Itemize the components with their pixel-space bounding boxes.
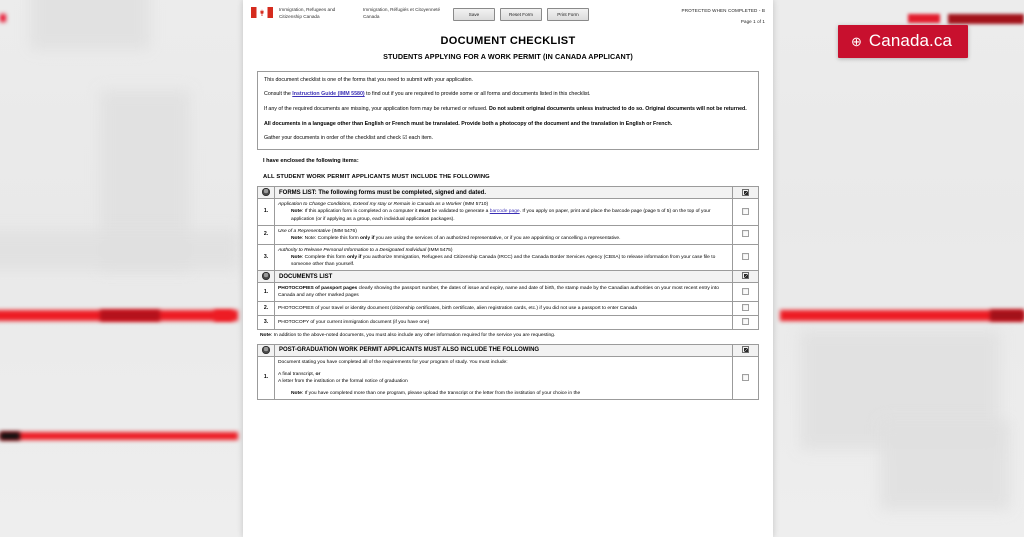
note-label: Note <box>291 254 302 260</box>
section-marker-icon <box>262 188 270 196</box>
note-b: you are using the services of an authorized representative, or if you are appointing or cancelling a representative. <box>374 235 621 241</box>
section-checkbox[interactable] <box>742 272 749 279</box>
note-bold: only if <box>347 254 362 260</box>
row-content <box>275 283 733 302</box>
protected-label: PROTECTED WHEN COMPLETED - B <box>681 8 765 13</box>
department-name-en: Immigration, Refugees and Citizenship Canada <box>279 7 336 19</box>
section-checkbox-cell[interactable] <box>733 344 759 356</box>
backdrop-red-bar <box>908 14 940 23</box>
row-content <box>275 244 733 270</box>
row-title-italic: Authority to Release Personal Information to a Designated Individual <box>278 247 427 253</box>
backdrop-red-bar <box>0 432 238 440</box>
row-note <box>278 235 729 242</box>
page-title: DOCUMENT CHECKLIST <box>440 35 576 47</box>
pgwp-table <box>257 344 759 400</box>
document-header <box>251 5 765 33</box>
intro-p4-bold: All documents in a language other than English or French must be translated. Provide both a photocopy of the document and the translation in English or French. <box>264 120 673 127</box>
note-c: . If you apply on paper, print and place the barcode page (page 5 of 5) on the top of your application (or if applying as a group, each individual application packages). <box>291 209 711 222</box>
backdrop-dark-bar <box>0 432 20 440</box>
footnote-label: Note <box>260 332 271 338</box>
table-row <box>258 315 759 329</box>
intro-p2-before: Consult the <box>264 91 293 98</box>
backdrop-red-bar <box>948 14 1024 24</box>
note-text: : If you have completed more than one program, please upload the transcript or the letter from the institution of your choice in the <box>301 390 581 396</box>
note-label: Note <box>291 209 302 215</box>
note-b: be validated to generate a <box>430 209 490 215</box>
canada-flag-icon <box>251 7 273 18</box>
section-header-post-graduation <box>258 344 759 356</box>
row-content <box>275 302 733 316</box>
forms-list-table <box>257 186 759 329</box>
intro-p3-bold: Do not submit original documents unless instructed to do so. Original documents will not be returned. <box>488 105 747 112</box>
page-indicator: Page 1 of 1 <box>740 19 765 25</box>
row-title-italic: Use of a Representative <box>278 228 331 234</box>
row-checkbox-cell[interactable] <box>733 315 759 329</box>
note-label: Note <box>291 235 302 241</box>
row-text: PHOTOCOPIES of your travel or identity document (citizenship certificates, birth certificate, alien registration cards, etc.) if you did not use a passport to enter Canada <box>278 306 637 312</box>
section-icon-cell <box>258 344 275 356</box>
intro-p3-plain: If any of the required documents are missing, your application form may be returned or refused. <box>264 105 489 112</box>
canada-ca-label: Canada.ca <box>868 31 953 50</box>
pgwp-line-2 <box>278 371 729 378</box>
backdrop-red-bar <box>100 310 160 321</box>
row-checkbox[interactable] <box>742 288 749 295</box>
row-checkbox-cell[interactable] <box>733 199 759 225</box>
page-subtitle: STUDENTS APPLYING FOR A WORK PERMIT (IN CANADA APPLICANT) <box>383 51 633 61</box>
pgwp-line-2-bold: or <box>315 371 321 377</box>
backdrop-red-bar <box>0 14 6 22</box>
row-number: 1. <box>258 283 275 302</box>
canada-ca-badge <box>838 25 968 58</box>
instruction-guide-link[interactable]: Instruction Guide (IMM 5580) <box>292 91 365 98</box>
row-note <box>278 208 729 222</box>
row-checkbox[interactable] <box>742 374 749 381</box>
row-checkbox[interactable] <box>742 318 749 325</box>
globe-icon: ⊕ <box>851 33 862 49</box>
row-title-tail: (IMM 5710) <box>461 202 489 208</box>
barcode-page-link[interactable]: barcode page <box>489 209 520 215</box>
row-title-italic: Application to Change Conditions, Extend my stay or Remain in Canada as a Worker <box>278 202 462 208</box>
backdrop-red-bar <box>214 310 238 321</box>
row-number: 1. <box>258 199 275 225</box>
row-lead-bold: PHOTOCOPIES of passport pages <box>278 286 358 292</box>
backdrop-red-bar <box>780 310 1024 321</box>
section-header-documents-list <box>258 271 759 283</box>
reset-form-button[interactable]: Reset Form <box>500 8 542 21</box>
note-label: Note <box>291 390 302 396</box>
row-text: PHOTOCOPY of your current immigration document (if you have one) <box>278 319 430 325</box>
section-checkbox[interactable] <box>742 346 749 353</box>
section-title-forms-list: FORMS LIST: The following forms must be completed, signed and dated. <box>275 187 733 199</box>
intro-paragraph-5: Gather your documents in order of the checklist and check ☑ each item. <box>264 135 434 142</box>
row-number: 1. <box>258 356 275 399</box>
section-header-forms-list <box>258 187 759 199</box>
intro-paragraph-4 <box>264 121 752 129</box>
section-marker-icon <box>262 272 270 280</box>
row-checkbox[interactable] <box>742 230 749 237</box>
section-icon-cell <box>258 187 275 199</box>
row-content <box>275 225 733 244</box>
section-title-documents-list: DOCUMENTS LIST <box>275 271 733 283</box>
row-checkbox-cell[interactable] <box>733 302 759 316</box>
row-title-tail: (IMM 5475) <box>426 247 453 253</box>
row-checkbox-cell[interactable] <box>733 244 759 270</box>
section-checkbox-cell[interactable] <box>733 187 759 199</box>
pgwp-line-1: Document stating you have completed all of the requirements for your program of study. You must include: <box>278 359 508 365</box>
note-bold: must <box>418 209 431 215</box>
table-row <box>258 244 759 270</box>
note-bold: only if <box>360 235 375 241</box>
row-checkbox-cell[interactable] <box>733 356 759 399</box>
documents-footnote <box>257 330 759 339</box>
intro-p2-after: to find out if you are required to provide some or all forms and documents listed in this checklist. <box>364 91 591 98</box>
backdrop-red-bar <box>990 310 1024 321</box>
row-content <box>275 356 733 399</box>
section-marker-icon <box>262 346 270 354</box>
row-checkbox[interactable] <box>742 304 749 311</box>
print-form-button[interactable]: Print Form <box>547 8 589 21</box>
table-row <box>258 283 759 302</box>
note-a: : Complete this form <box>301 254 347 260</box>
note-b: you authorize Immigration, Refugees and Citizenship Canada (IRCC) and the Canada Border Services Agency (CBSA) to release information from your case file to someone other than yourself. <box>291 254 716 268</box>
row-number: 3. <box>258 244 275 270</box>
table-row <box>258 199 759 225</box>
section-checkbox[interactable] <box>742 189 749 196</box>
pgwp-line-3: A letter from the institution or the formal notice of graduation <box>278 378 408 384</box>
row-checkbox-cell[interactable] <box>733 283 759 302</box>
section-icon-cell <box>258 271 275 283</box>
row-checkbox[interactable] <box>742 208 749 215</box>
enclosed-label: I have enclosed the following items: <box>263 157 359 164</box>
row-checkbox[interactable] <box>742 253 749 260</box>
pgwp-line-2-text: A final transcript, <box>278 371 316 377</box>
applicants-heading: ALL STUDENT WORK PERMIT APPLICANTS MUST INCLUDE THE FOLLOWING <box>263 174 490 181</box>
row-number: 3. <box>258 315 275 329</box>
note-a: : Note: Complete this form <box>301 235 361 241</box>
note-a: : If this application form is completed on a computer it <box>301 209 419 215</box>
section-title-post-graduation: POST-GRADUATION WORK PERMIT APPLICANTS MUST ALSO INCLUDE THE FOLLOWING <box>275 344 733 356</box>
row-text: clearly showing the passport number, the dates of issue and expiry, name and date of birth, the stamp made by the Canadian authorities on your most recent entry into Canada and any other marked pages <box>278 286 720 299</box>
form-toolbar <box>453 5 589 21</box>
department-name-fr: Immigration, Réfugiés et Citoyenneté Canada <box>363 7 441 19</box>
row-content <box>275 315 733 329</box>
intro-box <box>257 71 759 150</box>
intro-paragraph-3 <box>264 106 752 114</box>
row-checkbox-cell[interactable] <box>733 225 759 244</box>
pgwp-note <box>278 390 729 397</box>
backdrop-shape <box>0 230 240 270</box>
table-row <box>258 356 759 399</box>
backdrop-shape <box>30 0 150 50</box>
pdf-document-page <box>243 0 773 537</box>
row-number: 2. <box>258 225 275 244</box>
row-title-tail: (IMM 5476) <box>330 228 357 234</box>
row-content <box>275 199 733 225</box>
row-number: 2. <box>258 302 275 316</box>
table-row <box>258 225 759 244</box>
intro-paragraph-2 <box>264 91 752 99</box>
backdrop-shape <box>880 420 1010 510</box>
section-checkbox-cell[interactable] <box>733 271 759 283</box>
intro-paragraph-1: This document checklist is one of the forms that you need to submit with your application. <box>264 76 474 83</box>
table-row <box>258 302 759 316</box>
row-note <box>278 254 729 268</box>
save-button[interactable]: Save <box>453 8 495 21</box>
footnote-text: : In addition to the above-noted documents, you must also include any other information required for the service you are requesting. <box>270 332 556 338</box>
protected-marking <box>682 5 765 25</box>
